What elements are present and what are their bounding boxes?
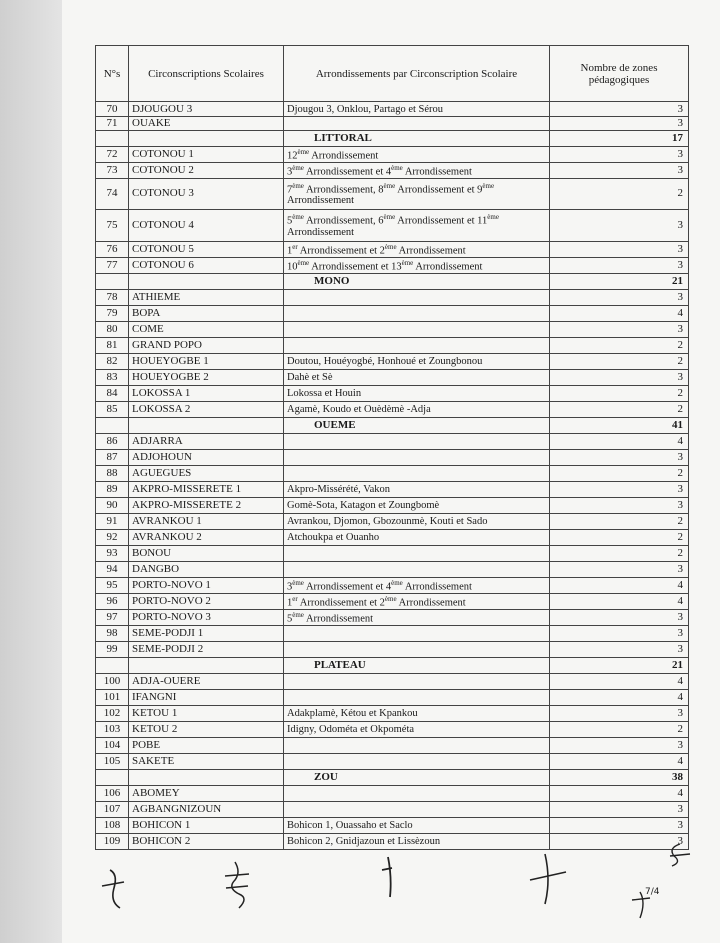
zones-count: 2: [550, 337, 689, 353]
circonscription-name: COME: [129, 321, 284, 337]
zones-count: 3: [550, 257, 689, 273]
circonscription-name: DJOUGOU 3: [129, 102, 284, 117]
zones-count: 3: [550, 705, 689, 721]
arrondissements-cell: 1er Arrondissement et 2ème Arrondissement: [284, 593, 550, 609]
arrondissements-cell: 12ème Arrondissement: [284, 147, 550, 163]
table-body: [96, 102, 689, 850]
region-name: ZOU: [284, 769, 550, 785]
circonscription-name: COTONOU 1: [129, 147, 284, 163]
region-name: MONO: [284, 273, 550, 289]
arrondissements-cell: [284, 673, 550, 689]
circonscription-name: KETOU 1: [129, 705, 284, 721]
table-row: [96, 481, 689, 497]
circonscription-name: COTONOU 6: [129, 257, 284, 273]
table-row: [96, 433, 689, 449]
table-row: [96, 625, 689, 641]
circonscription-name: AKPRO-MISSERETE 2: [129, 497, 284, 513]
table-row: [96, 257, 689, 273]
page-mark: 7/4: [645, 887, 660, 897]
circonscription-name: GRAND POPO: [129, 337, 284, 353]
region-empty-cell: [129, 131, 284, 147]
arrondissements-cell: [284, 465, 550, 481]
region-zones: 21: [550, 657, 689, 673]
circonscription-name: BONOU: [129, 545, 284, 561]
row-number: 71: [96, 117, 129, 131]
row-number: 105: [96, 753, 129, 769]
zones-count: 4: [550, 305, 689, 321]
col-header-zones: Nombre de zones pédagogiques: [550, 46, 689, 102]
arrondissements-cell: Lokossa et Houin: [284, 385, 550, 401]
zones-count: 3: [550, 369, 689, 385]
arrondissements-cell: [284, 801, 550, 817]
row-number: 76: [96, 241, 129, 257]
region-empty-cell: [129, 417, 284, 433]
arrondissements-cell: Bohicon 2, Gnidjazoun et Lissèzoun: [284, 833, 550, 849]
row-number: 100: [96, 673, 129, 689]
circonscription-name: SAKETE: [129, 753, 284, 769]
region-row: [96, 657, 689, 673]
row-number: 94: [96, 561, 129, 577]
row-number: 99: [96, 641, 129, 657]
table-row: [96, 513, 689, 529]
arrondissements-cell: Djougou 3, Onklou, Partago et Sérou: [284, 102, 550, 117]
arrondissements-cell: 3ème Arrondissement et 4ème Arrondissement: [284, 162, 550, 178]
arrondissements-cell: 5ème Arrondissement: [284, 609, 550, 625]
signatures-image: [80, 842, 700, 932]
row-number: 97: [96, 609, 129, 625]
circonscription-name: OUAKE: [129, 117, 284, 131]
row-number: 96: [96, 593, 129, 609]
zones-count: 3: [550, 625, 689, 641]
table-row: [96, 753, 689, 769]
region-no-cell: [96, 657, 129, 673]
table-row: [96, 529, 689, 545]
arrondissements-cell: [284, 785, 550, 801]
row-number: 95: [96, 577, 129, 593]
row-number: 90: [96, 497, 129, 513]
arrondissements-cell: Adakplamè, Kétou et Kpankou: [284, 705, 550, 721]
circonscription-name: AGBANGNIZOUN: [129, 801, 284, 817]
zones-count: 3: [550, 561, 689, 577]
region-zones: 21: [550, 273, 689, 289]
table-row: [96, 401, 689, 417]
zones-count: 3: [550, 209, 689, 241]
table-row: [96, 102, 689, 117]
arrondissements-cell: [284, 337, 550, 353]
zones-count: 3: [550, 117, 689, 131]
circonscription-name: BOPA: [129, 305, 284, 321]
row-number: 82: [96, 353, 129, 369]
table-row: [96, 385, 689, 401]
circonscription-name: POBE: [129, 737, 284, 753]
arrondissements-cell: Akpro-Missérété, Vakon: [284, 481, 550, 497]
region-no-cell: [96, 131, 129, 147]
circonscription-name: AVRANKOU 1: [129, 513, 284, 529]
circonscription-name: DANGBO: [129, 561, 284, 577]
region-empty-cell: [129, 657, 284, 673]
region-zones: 38: [550, 769, 689, 785]
row-number: 102: [96, 705, 129, 721]
col-header-circonscriptions: Circonscriptions Scolaires: [129, 46, 284, 102]
circonscription-name: AGUEGUES: [129, 465, 284, 481]
arrondissements-cell: [284, 305, 550, 321]
zones-count: 4: [550, 577, 689, 593]
arrondissements-cell: [284, 641, 550, 657]
zones-count: 3: [550, 817, 689, 833]
table-row: [96, 705, 689, 721]
region-no-cell: [96, 769, 129, 785]
table-row: [96, 337, 689, 353]
region-name: OUEME: [284, 417, 550, 433]
row-number: 86: [96, 433, 129, 449]
arrondissements-cell: [284, 753, 550, 769]
region-row: [96, 273, 689, 289]
arrondissements-cell: [284, 449, 550, 465]
table-row: [96, 545, 689, 561]
circonscription-name: ADJARRA: [129, 433, 284, 449]
region-name: LITTORAL: [284, 131, 550, 147]
arrondissements-cell: [284, 433, 550, 449]
row-number: 75: [96, 209, 129, 241]
row-number: 106: [96, 785, 129, 801]
arrondissements-cell: 10ème Arrondissement et 13ème Arrondissement: [284, 257, 550, 273]
circonscription-name: IFANGNI: [129, 689, 284, 705]
zones-count: 4: [550, 689, 689, 705]
zones-count: 3: [550, 162, 689, 178]
arrondissements-cell: Idigny, Odométa et Okpométa: [284, 721, 550, 737]
col-header-arrondissements: Arrondissements par Circonscription Scolaire: [284, 46, 550, 102]
table-row: [96, 593, 689, 609]
region-empty-cell: [129, 769, 284, 785]
circonscription-name: AVRANKOU 2: [129, 529, 284, 545]
arrondissements-cell: 3ème Arrondissement et 4ème Arrondissement: [284, 577, 550, 593]
arrondissements-cell: Bohicon 1, Ouassaho et Saclo: [284, 817, 550, 833]
table-row: [96, 178, 689, 209]
zones-count: 2: [550, 545, 689, 561]
circonscription-name: COTONOU 5: [129, 241, 284, 257]
circonscription-name: COTONOU 2: [129, 162, 284, 178]
row-number: 92: [96, 529, 129, 545]
row-number: 101: [96, 689, 129, 705]
arrondissements-cell: Dahè et Sè: [284, 369, 550, 385]
arrondissements-cell: [284, 545, 550, 561]
region-row: [96, 417, 689, 433]
row-number: 103: [96, 721, 129, 737]
circonscription-name: BOHICON 2: [129, 833, 284, 849]
zones-count: 4: [550, 753, 689, 769]
zones-count: 3: [550, 449, 689, 465]
table-header-row: [96, 46, 689, 102]
region-empty-cell: [129, 273, 284, 289]
arrondissements-cell: [284, 689, 550, 705]
arrondissements-cell: [284, 625, 550, 641]
table-row: [96, 449, 689, 465]
row-number: 72: [96, 147, 129, 163]
circonscription-name: AKPRO-MISSERETE 1: [129, 481, 284, 497]
row-number: 104: [96, 737, 129, 753]
circonscription-name: PORTO-NOVO 1: [129, 577, 284, 593]
table-row: [96, 305, 689, 321]
circonscription-name: PORTO-NOVO 3: [129, 609, 284, 625]
table-row: [96, 353, 689, 369]
zones-count: 3: [550, 481, 689, 497]
circonscription-name: COTONOU 4: [129, 209, 284, 241]
zones-count: 3: [550, 833, 689, 849]
circonscription-name: COTONOU 3: [129, 178, 284, 209]
circonscription-name: ABOMEY: [129, 785, 284, 801]
table-row: [96, 721, 689, 737]
row-number: 83: [96, 369, 129, 385]
zones-count: 4: [550, 673, 689, 689]
table-row: [96, 465, 689, 481]
arrondissements-cell: 5ème Arrondissement, 6ème Arrondissement et 11ème Arrondissement: [284, 209, 550, 241]
zones-count: 2: [550, 513, 689, 529]
zones-count: 3: [550, 737, 689, 753]
zones-count: 3: [550, 801, 689, 817]
region-zones: 17: [550, 131, 689, 147]
row-number: 85: [96, 401, 129, 417]
row-number: 87: [96, 449, 129, 465]
region-no-cell: [96, 273, 129, 289]
zones-count: 3: [550, 289, 689, 305]
col-header-no: N°s: [96, 46, 129, 102]
table-row: [96, 369, 689, 385]
zones-count: 2: [550, 178, 689, 209]
circonscription-name: BOHICON 1: [129, 817, 284, 833]
zones-count: 3: [550, 497, 689, 513]
zones-count: 3: [550, 147, 689, 163]
row-number: 73: [96, 162, 129, 178]
row-number: 80: [96, 321, 129, 337]
zones-count: 4: [550, 433, 689, 449]
zones-count: 2: [550, 385, 689, 401]
zones-count: 4: [550, 593, 689, 609]
circonscription-name: ADJOHOUN: [129, 449, 284, 465]
table-row: [96, 737, 689, 753]
table-row: [96, 117, 689, 131]
zones-count: 3: [550, 609, 689, 625]
zones-count: 3: [550, 321, 689, 337]
table-row: [96, 289, 689, 305]
arrondissements-cell: Atchoukpa et Ouanho: [284, 529, 550, 545]
table-row: [96, 641, 689, 657]
zones-count: 4: [550, 785, 689, 801]
region-no-cell: [96, 417, 129, 433]
table-row: [96, 577, 689, 593]
page-shadow: [0, 0, 62, 943]
arrondissements-cell: Avrankou, Djomon, Gbozounmè, Kouti et Sado: [284, 513, 550, 529]
zones-count: 2: [550, 721, 689, 737]
row-number: 74: [96, 178, 129, 209]
region-zones: 41: [550, 417, 689, 433]
table-row: [96, 561, 689, 577]
arrondissements-cell: Gomè-Sota, Katagon et Zoungbomè: [284, 497, 550, 513]
table-row: [96, 609, 689, 625]
row-number: 89: [96, 481, 129, 497]
row-number: 108: [96, 817, 129, 833]
table-row: [96, 673, 689, 689]
circonscription-name: SEME-PODJI 1: [129, 625, 284, 641]
zones-count: 3: [550, 241, 689, 257]
row-number: 77: [96, 257, 129, 273]
row-number: 98: [96, 625, 129, 641]
region-row: [96, 769, 689, 785]
table-row: [96, 147, 689, 163]
table-row: [96, 321, 689, 337]
table-row: [96, 801, 689, 817]
circonscription-name: LOKOSSA 2: [129, 401, 284, 417]
table-row: [96, 209, 689, 241]
arrondissements-cell: 7ème Arrondissement, 8ème Arrondissement et 9ème Arrondissement: [284, 178, 550, 209]
arrondissements-cell: [284, 737, 550, 753]
arrondissements-cell: [284, 117, 550, 131]
arrondissements-cell: [284, 321, 550, 337]
arrondissements-cell: Agamè, Koudo et Ouèdèmè -Adja: [284, 401, 550, 417]
zones-count: 3: [550, 641, 689, 657]
row-number: 84: [96, 385, 129, 401]
row-number: 78: [96, 289, 129, 305]
circonscription-name: KETOU 2: [129, 721, 284, 737]
circonscription-name: SEME-PODJI 2: [129, 641, 284, 657]
zones-count: 3: [550, 102, 689, 117]
zones-count: 2: [550, 353, 689, 369]
row-number: 107: [96, 801, 129, 817]
circonscription-name: HOUEYOGBE 1: [129, 353, 284, 369]
circonscription-name: ATHIEME: [129, 289, 284, 305]
zones-count: 2: [550, 401, 689, 417]
table-row: [96, 817, 689, 833]
zones-count: 2: [550, 465, 689, 481]
row-number: 88: [96, 465, 129, 481]
circonscription-name: HOUEYOGBE 2: [129, 369, 284, 385]
row-number: 93: [96, 545, 129, 561]
row-number: 70: [96, 102, 129, 117]
circonscription-name: LOKOSSA 1: [129, 385, 284, 401]
row-number: 79: [96, 305, 129, 321]
arrondissements-cell: Doutou, Houéyogbé, Honhoué et Zoungbonou: [284, 353, 550, 369]
zones-count: 2: [550, 529, 689, 545]
row-number: 81: [96, 337, 129, 353]
table-row: [96, 689, 689, 705]
table-row: [96, 162, 689, 178]
circonscriptions-table: [95, 45, 689, 850]
row-number: 91: [96, 513, 129, 529]
arrondissements-cell: [284, 561, 550, 577]
region-row: [96, 131, 689, 147]
table-row: [96, 497, 689, 513]
region-name: PLATEAU: [284, 657, 550, 673]
table-row: [96, 241, 689, 257]
row-number: 109: [96, 833, 129, 849]
circonscription-name: PORTO-NOVO 2: [129, 593, 284, 609]
table-row: [96, 785, 689, 801]
circonscription-name: ADJA-OUERE: [129, 673, 284, 689]
arrondissements-cell: 1er Arrondissement et 2ème Arrondissement: [284, 241, 550, 257]
arrondissements-cell: [284, 289, 550, 305]
